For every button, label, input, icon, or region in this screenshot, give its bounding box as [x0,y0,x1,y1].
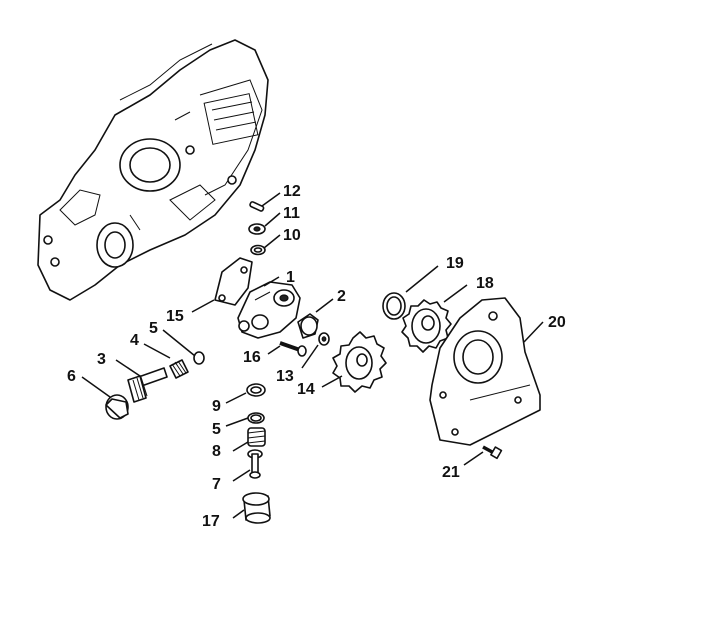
callout-21: 21 [442,464,460,481]
washer-part [249,224,265,234]
shaft-part [128,368,167,402]
callout-3: 3 [97,351,106,368]
pin-part [249,201,264,211]
small-washer-part [319,333,329,345]
seal-ring-part [247,384,265,396]
crankcase-housing [38,40,268,300]
gear-part [333,332,386,392]
callout-19: 19 [446,255,464,272]
callout-4: 4 [130,332,139,349]
callout-9: 9 [212,398,221,415]
cover-screw-part [483,447,501,458]
o-ring-part [383,293,405,319]
ring-part [251,246,265,255]
ring-upper-part [194,352,204,364]
callout-6: 6 [67,368,76,385]
callout-17: 17 [202,513,220,530]
valve-spring-part [248,428,265,446]
screw-part [280,343,306,356]
bushing-part [243,493,270,523]
callout-5-upper: 5 [149,320,158,337]
valve-pin-part [248,450,262,478]
ring-lower-part [248,413,264,423]
callout-2: 2 [337,288,346,305]
callout-18: 18 [476,275,494,292]
pump-body-part [238,282,300,338]
callout-8: 8 [212,443,221,460]
end-cap-part [106,395,128,419]
callout-16: 16 [243,349,261,366]
spring-part [170,360,188,378]
cap-part [298,314,318,338]
callout-1: 1 [286,269,295,286]
callout-14: 14 [297,381,315,398]
callout-13: 13 [276,368,294,385]
callout-5-lower: 5 [212,421,221,438]
callout-10: 10 [283,227,301,244]
callout-15: 15 [166,308,184,325]
callout-7: 7 [212,476,221,493]
callout-11: 11 [283,205,300,222]
callout-20: 20 [548,314,566,331]
callout-12: 12 [283,183,301,200]
